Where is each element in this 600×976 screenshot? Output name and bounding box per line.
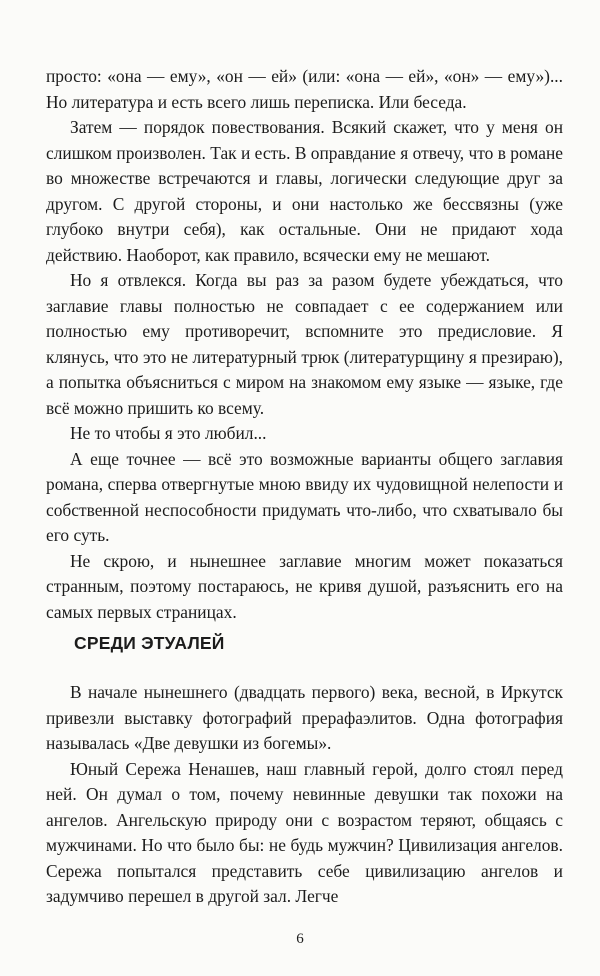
- paragraph: А еще точнее — всё это возможные варианты общего заглавия романа, сперва отвергнутые мною ввиду их чудовищной нелепости и собственной неспособности придумать что-либо, что схватывало бы его суть.: [46, 448, 563, 545]
- paragraph: Не скрою, и нынешнее заглавие многим может показаться странным, поэтому постараюсь, не кривя душой, разъяснить его на самых первых страницах.: [46, 550, 563, 622]
- chapter-title: СРЕДИ ЭТУАЛЕЙ: [74, 633, 225, 653]
- preface-text: [46, 64, 563, 625]
- paragraph: Юный Сережа Ненашев, наш главный герой, долго стоял перед ней. Он думал о том, почему невинные девушки так похожи на ангелов. Ангельскую природу они с возрастом теряют, общаясь с мужчинами. Но что было бы: не будь мужчин? Цивилизация ангелов. Сережа попытался представить себе цивилизацию ангелов и задумчиво перешел в другой зал. Легче: [46, 758, 563, 906]
- chapter-text: [46, 680, 563, 910]
- paragraph: Не то чтобы я это любил...: [70, 423, 267, 443]
- paragraph: Но я отвлекся. Когда вы раз за разом будете убеждаться, что заглавие главы полностью не совпадает с ее содержанием или полностью ему противоречит, вспомните это предисловие. Я клянусь, что это не литературный трюк (литературщину я презираю), а попытка объясниться с миром на знакомом ему языке — языке, где всё можно пришить ко всему.: [46, 270, 563, 418]
- page-number: 6: [296, 931, 304, 947]
- paragraph-continuation: просто: «она — ему», «он — ей» (или: «она — ей», «он» — ему»)... Но литература и есть всего лишь переписка. Или беседа.: [46, 66, 563, 112]
- paragraph: В начале нынешнего (двадцать первого) века, весной, в Иркутск привезли выставку фотографий прерафаэлитов. Одна фотография называлась «Две девушки из богемы».: [46, 682, 563, 753]
- paragraph: Затем — порядок повествования. Всякий скажет, что у меня он слишком произволен. Так и есть. В оправдание я отвечу, что в романе во множестве встречаются и главы, логически следующие друг за другом. С другой стороны, и они настолько же бессвязны (уже глубоко внутри себя), как остальные. Они не придают хода действию. Наоборот, как правило, всячески ему не мешают.: [46, 117, 563, 265]
